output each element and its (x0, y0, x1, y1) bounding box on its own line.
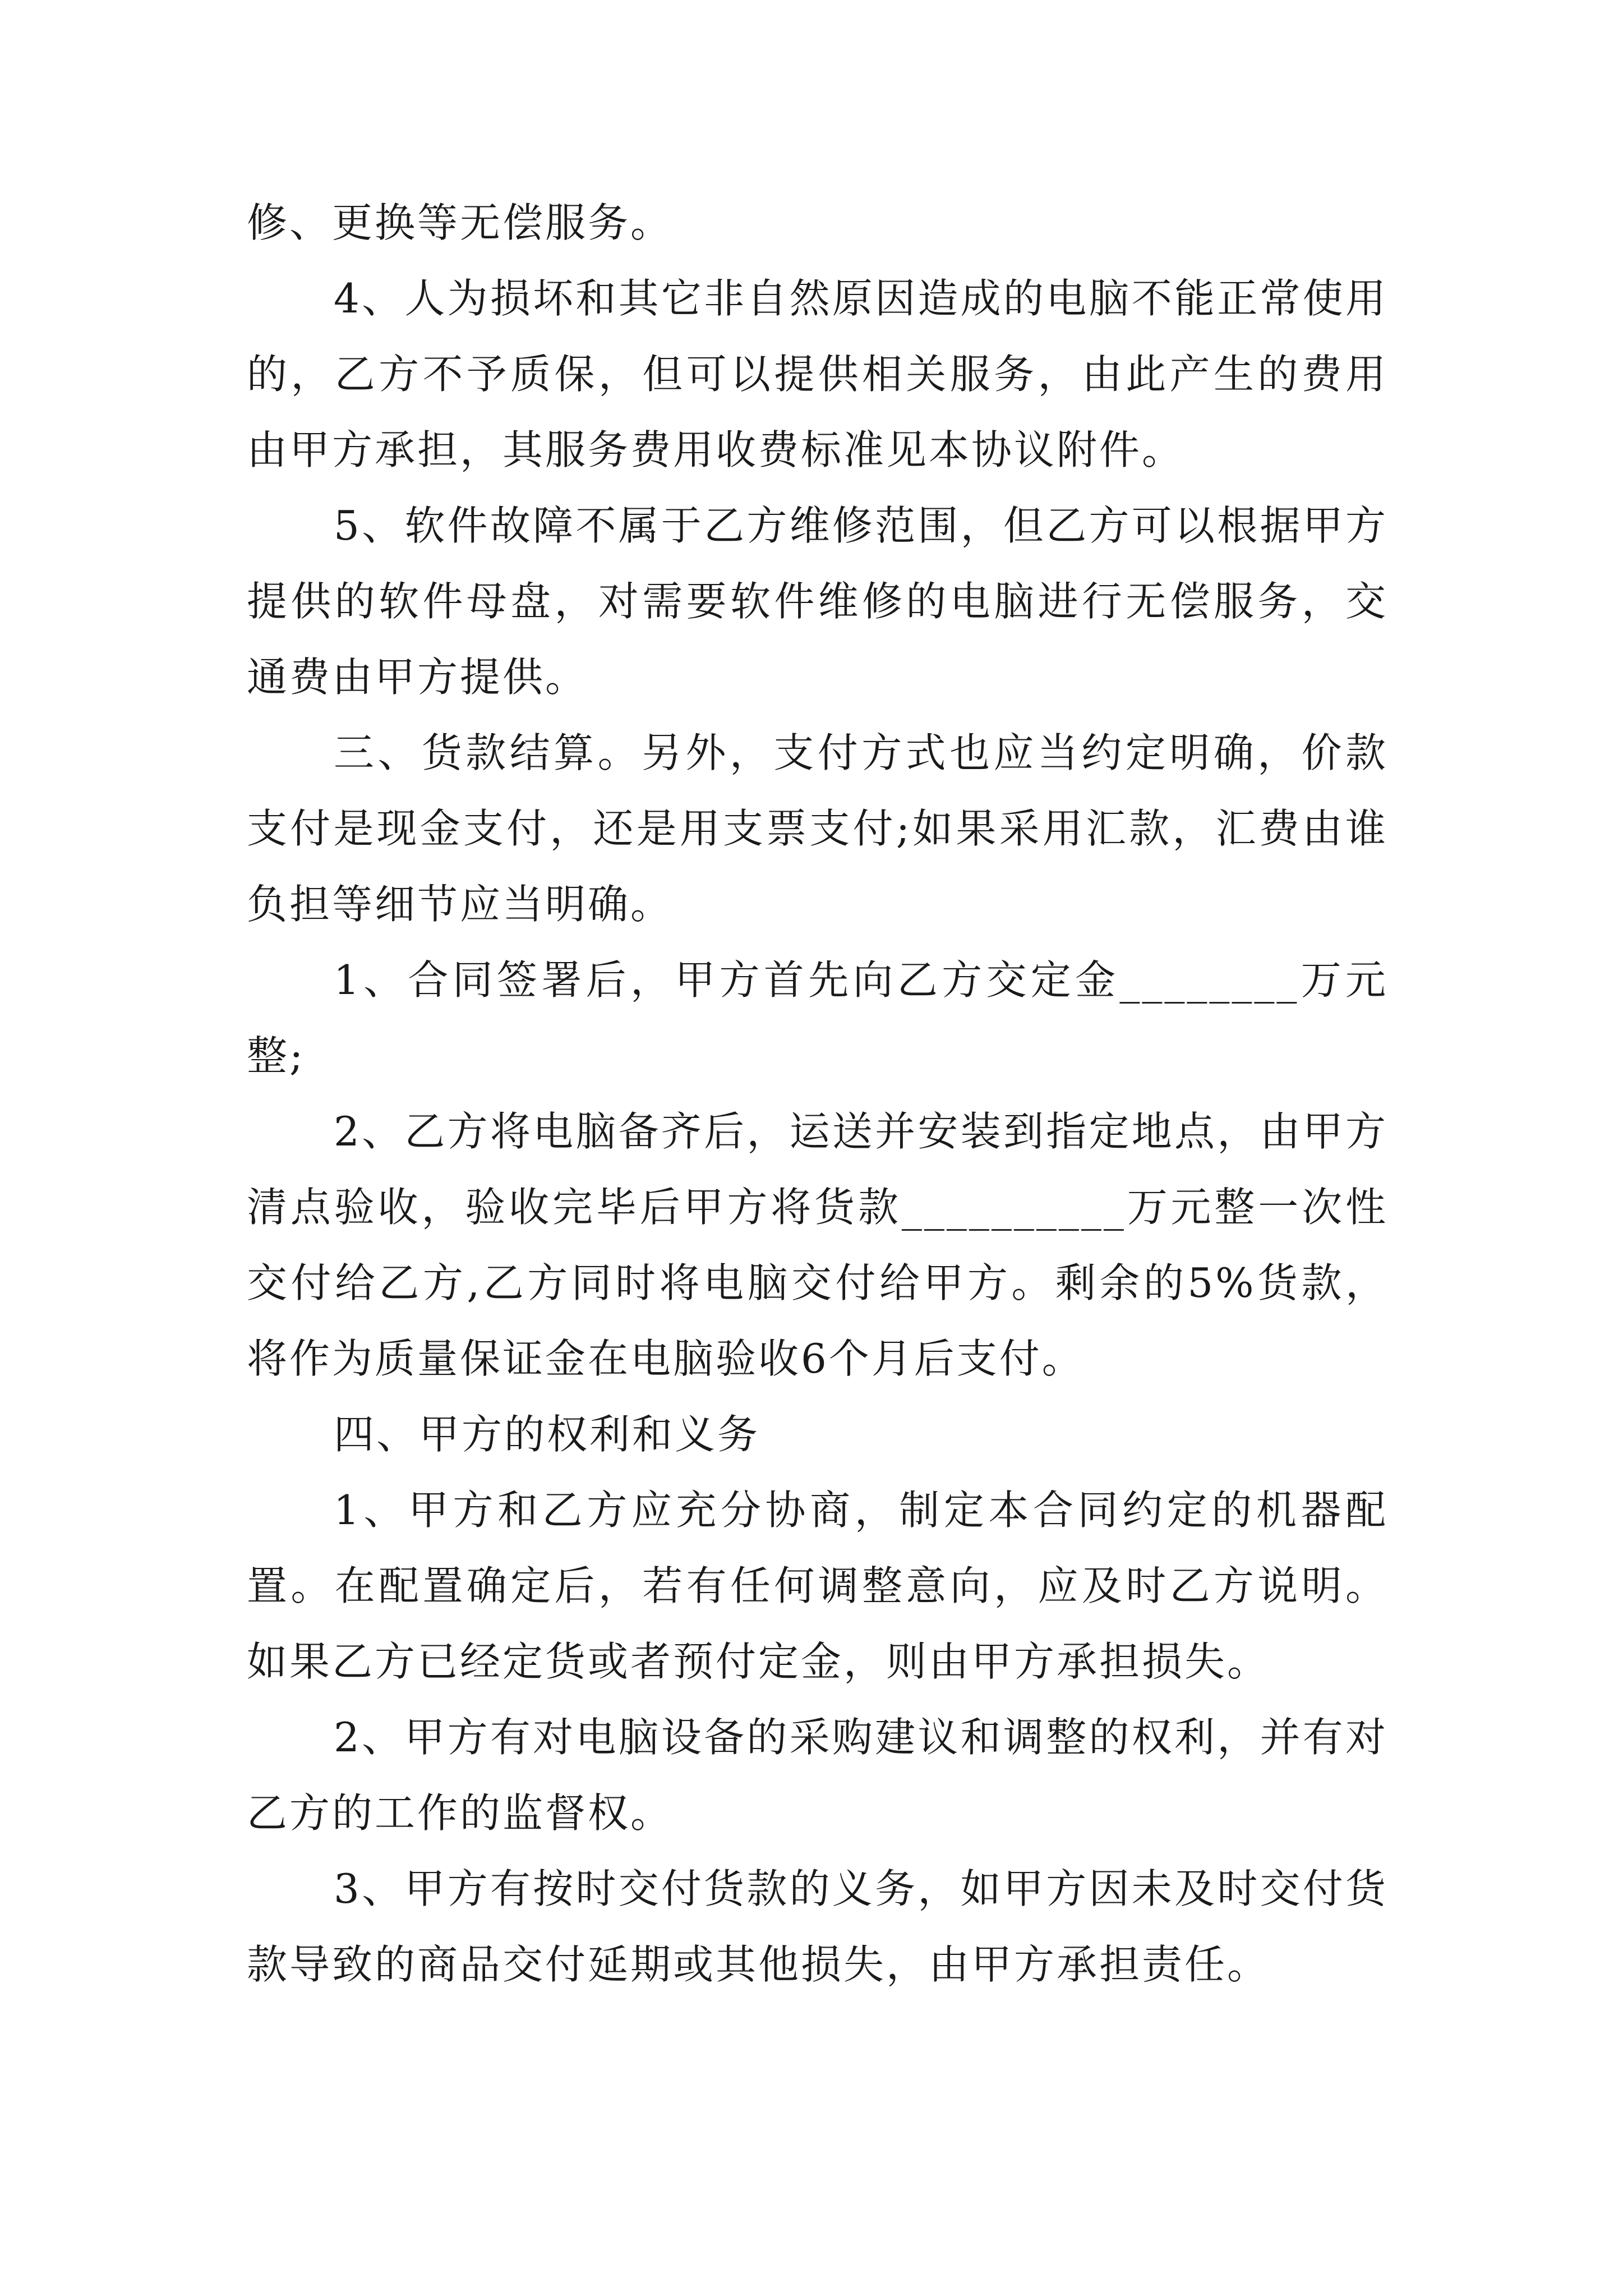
paragraph-continuation: 修、更换等无偿服务。 (247, 199, 674, 246)
paragraph-rights-1: 1、甲方和乙方应充分协商，制定本合同约定的机器配置。在配置确定后，若有任何调整意向，应及时乙方说明。如果乙方已经定货或者预付定金，则由甲方承担损失。 (247, 1487, 1388, 1685)
paragraph-section-payment: 三、货款结算。另外，支付方式也应当约定明确，价款支付是现金支付，还是用支票支付;如果采用汇款，汇费由谁负担等细节应当明确。 (247, 729, 1388, 928)
paragraph-rights-2: 2、甲方有对电脑设备的采购建议和调整的权利，并有对乙方的工作的监督权。 (247, 1714, 1388, 1837)
paragraph-payment-1: 1、合同签署后，甲方首先向乙方交定金________万元整; (247, 956, 1388, 1079)
paragraph-section-party-a-rights: 四、甲方的权利和义务 (334, 1411, 760, 1458)
paragraph-rights-3: 3、甲方有按时交付货款的义务，如甲方因未及时交付货款导致的商品交付延期或其他损失，由甲方承担责任。 (247, 1865, 1388, 1988)
paragraph-item-4: 4、人为损坏和其它非自然原因造成的电脑不能正常使用的，乙方不予质保，但可以提供相关服务，由此产生的费用由甲方承担，其服务费用收费标准见本协议附件。 (247, 275, 1388, 473)
paragraph-payment-2: 2、乙方将电脑备齐后，运送并安装到指定地点，由甲方清点验收，验收完毕后甲方将货款__________万元整一次性交付给乙方,乙方同时将电脑交付给甲方。剩余的5%货款，将作为质量保证金在电脑验收6个月后支付。 (247, 1108, 1388, 1382)
paragraph-item-5: 5、软件故障不属于乙方维修范围，但乙方可以根据甲方提供的软件母盘，对需要软件维修的电脑进行无偿服务，交通费由甲方提供。 (247, 502, 1388, 701)
document-body (247, 185, 1388, 2003)
